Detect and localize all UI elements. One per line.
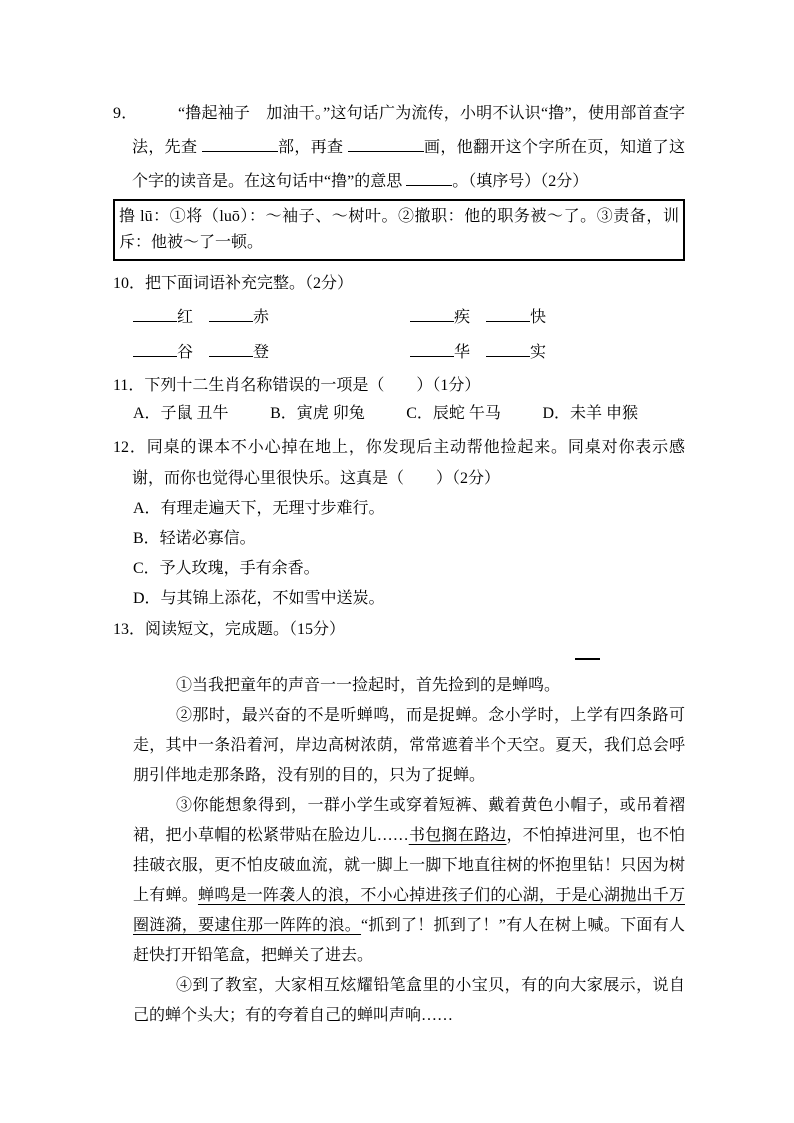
word-completion-row-2 <box>113 336 685 369</box>
exam-paper <box>113 97 685 1031</box>
question-11 <box>113 372 685 428</box>
word-char: 红 <box>177 309 194 326</box>
title-blank-line <box>575 647 600 660</box>
paragraph-3-seg2: ，不怕掉进河里，也不怕挂破衣服，更不怕皮破血流，就一脚上一脚下地直往树的怀抱里钻！只因为树上有蝉。 <box>133 827 685 904</box>
passage-paragraph-4: ④到了教室，大家相互炫耀铅笔盒里的小宝贝，有的向大家展示，说自己的蝉个头大；有的夸着自己的蝉叫声响…… <box>133 977 685 1024</box>
fill-blank <box>410 307 454 322</box>
underlined-phrase-2: 蝉鸣是一阵袭人的浪，不小心掉进孩子们的心湖，于是心湖抛出千万圈涟漪，要逮住那一阵阵的浪。 <box>133 887 685 934</box>
question-13 <box>113 614 685 1031</box>
question-9 <box>113 97 685 261</box>
question-11-options <box>113 400 638 428</box>
fill-blank <box>486 307 530 322</box>
word-char: 快 <box>530 309 547 326</box>
option-b: B．轻诺必寡信。 <box>133 530 256 547</box>
fill-blank <box>133 307 177 322</box>
fill-blank-strokes <box>348 137 424 152</box>
question-12 <box>113 432 685 614</box>
option-d: D．未羊 申猴 <box>542 405 638 422</box>
option-c: C．辰蛇 午马 <box>406 405 501 422</box>
underlined-phrase-1: 书包搁在路边 <box>408 827 507 844</box>
word-char: 疾 <box>454 309 471 326</box>
question-13-text: 13．阅读短文，完成题。（15分） <box>113 621 346 638</box>
question-9-seg2: 部，再查 <box>277 139 348 156</box>
option-b: B．寅虎 卯兔 <box>270 405 365 422</box>
paragraph-3-seg3: “抓到了！抓到了！”有人在树上喊。下面有人赶快打开铅笔盒，把蝉关了进去。 <box>133 917 685 964</box>
option-c: C．予人玫瑰，手有余香。 <box>133 560 320 577</box>
question-9-seg4: 。（填序号）（2分） <box>452 173 589 190</box>
fill-blank <box>486 342 530 357</box>
reading-passage <box>113 671 685 1031</box>
word-pair-ji-kuai <box>410 301 546 334</box>
fill-blank <box>209 342 253 357</box>
question-9-number: 9． <box>113 105 130 122</box>
title-blank-row <box>113 647 685 663</box>
fill-blank-meaning <box>406 171 452 186</box>
question-9-seg1: “撸起袖子 加油干。”这句话广为流传，小明不认识“撸”，使用部首查字法，先查 <box>129 105 685 156</box>
question-9-text <box>113 97 685 199</box>
word-char: 登 <box>253 344 270 361</box>
question-9-seg3: 画，他翻开这个字所在页，知道了这个字的读音是。在这句话中“撸”的意思 <box>132 139 685 190</box>
fill-blank <box>410 342 454 357</box>
question-12-text: 12．同桌的课本不小心掉在地上，你发现后主动帮他捡起来。同桌对你表示感谢，而你也觉得心里很快乐。这真是（ ）（2分） <box>113 439 685 487</box>
fill-blank <box>133 342 177 357</box>
question-10 <box>113 268 685 369</box>
passage-paragraph-3 <box>133 791 685 971</box>
question-12-options <box>113 494 685 614</box>
word-completion-row-1 <box>113 301 685 334</box>
question-10-text: 10．把下面词语补充完整。（2分） <box>113 275 354 292</box>
dictionary-entry-text: 撸 lū：①将（luō）：～袖子、～树叶。②撤职：他的职务被～了。③责备，训斥：他被～了一顿。 <box>119 208 679 251</box>
fill-blank <box>209 307 253 322</box>
word-char: 谷 <box>177 344 194 361</box>
paragraph-3-seg1: ③你能想象得到，一群小学生或穿着短裤、戴着黄色小帽子，或吊着褶裙，把小草帽的松紧带贴在脸边儿…… <box>133 797 685 844</box>
word-char: 赤 <box>253 309 270 326</box>
dictionary-entry-box <box>113 199 685 261</box>
word-pair-gu-deng <box>133 336 410 369</box>
option-a: A．有理走遍天下，无理寸步难行。 <box>133 500 385 517</box>
option-a: A．子鼠 丑牛 <box>133 405 229 422</box>
passage-paragraph-1: ①当我把童年的声音一一捡起时，首先捡到的是蝉鸣。 <box>176 677 561 694</box>
word-pair-hong-chi <box>133 301 410 334</box>
word-char: 华 <box>454 344 471 361</box>
word-pair-hua-shi <box>410 336 546 369</box>
passage-paragraph-2: ②那时，最兴奋的不是听蝉鸣，而是捉蝉。念小学时，上学有四条路可走，其中一条沿着河，岸边高树浓荫，常常遮着半个天空。夏天，我们总会呼朋引伴地走那条路，没有别的目的，只为了捉蝉。 <box>133 707 685 784</box>
question-11-text: 11．下列十二生肖名称错误的一项是（ ）（1分） <box>113 377 481 394</box>
option-d: D．与其锦上添花，不如雪中送炭。 <box>133 590 385 607</box>
fill-blank-radical <box>202 137 278 152</box>
word-char: 实 <box>530 344 547 361</box>
